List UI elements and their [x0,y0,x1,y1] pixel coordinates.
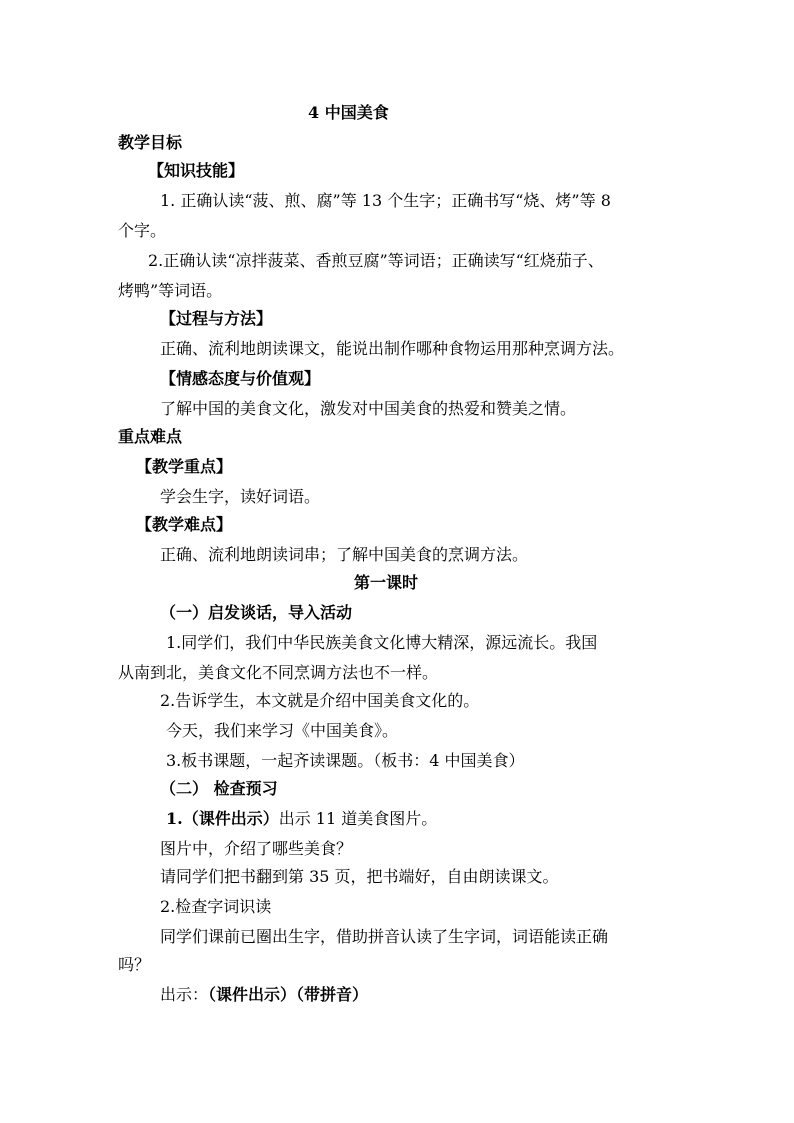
paragraph-line: 1.同学们，我们中华民族美食文化博大精深，源远流长。我国 [166,633,598,652]
paragraph-line: 了解中国的美食文化，激发对中国美食的热爱和赞美之情。 [160,399,577,418]
subheading-process-method: 【过程与方法】 [160,309,273,328]
paragraph-line: 正确、流利地朗读课文，能说出制作哪种食物运用那种烹调方法。 [160,339,625,358]
heading-key-points: 重点难点 [118,427,183,446]
subheading-teaching-focus: 【教学重点】 [136,457,233,476]
paragraph-line: 个字。 [118,221,167,240]
paragraph-line: 2.告诉学生，本文就是介绍中国美食文化的。 [160,691,480,710]
paragraph-line: 正确、流利地朗读词串；了解中国美食的烹调方法。 [160,545,529,564]
paragraph-line: 从南到北，美食文化不同烹调方法也不一样。 [118,663,439,682]
heading-teaching-goals: 教学目标 [118,133,183,152]
paragraph-line: 今天，我们来学习《中国美食》。 [166,721,399,740]
courseware-label: 1.（课件出示） [166,809,279,828]
subheading-part-one: （一）启发谈话，导入活动 [160,603,353,622]
page-title: 4 中国美食 [308,103,389,122]
subheading-knowledge-skills: 【知识技能】 [148,161,245,180]
paragraph-line: 学会生字，读好词语。 [160,487,321,506]
subheading-part-two: （二） 检查预习 [160,779,278,798]
paragraph-line: 2.检查字词识读 [160,897,272,916]
paragraph-line: 图片中，介绍了哪些美食？ [160,839,353,858]
paragraph-line: 请同学们把书翻到第 35 页，把书端好，自由朗读课文。 [160,867,559,886]
heading-lesson-one: 第一课时 [354,573,419,592]
courseware-label: （课件出示）（带拼音） [208,985,369,1004]
paragraph-line: 3.板书课题，一起齐读课题。（板书：4 中国美食） [166,751,525,770]
inline-text: 出示 11 道美食图片。 [278,809,438,828]
paragraph-line [166,808,437,830]
paragraph-line: 1. 正确认读“菠、煎、腐”等 13 个生字；正确书写“烧、烤”等 8 [160,191,611,210]
paragraph-line: 烤鸭”等词语。 [118,281,223,300]
subheading-emotion-values: 【情感态度与价值观】 [160,369,321,388]
paragraph-line: 2.正确认读“凉拌菠菜、香煎豆腐”等词语；正确读写“红烧茄子、 [148,251,604,270]
inline-text: 出示： [160,985,209,1004]
subheading-teaching-difficulty: 【教学难点】 [136,515,233,534]
paragraph-line: 同学们课前已圈出生字，借助拼音认读了生字词，词语能读正确 [160,927,609,946]
paragraph-line: 吗？ [118,955,151,974]
paragraph-line [160,984,368,1006]
